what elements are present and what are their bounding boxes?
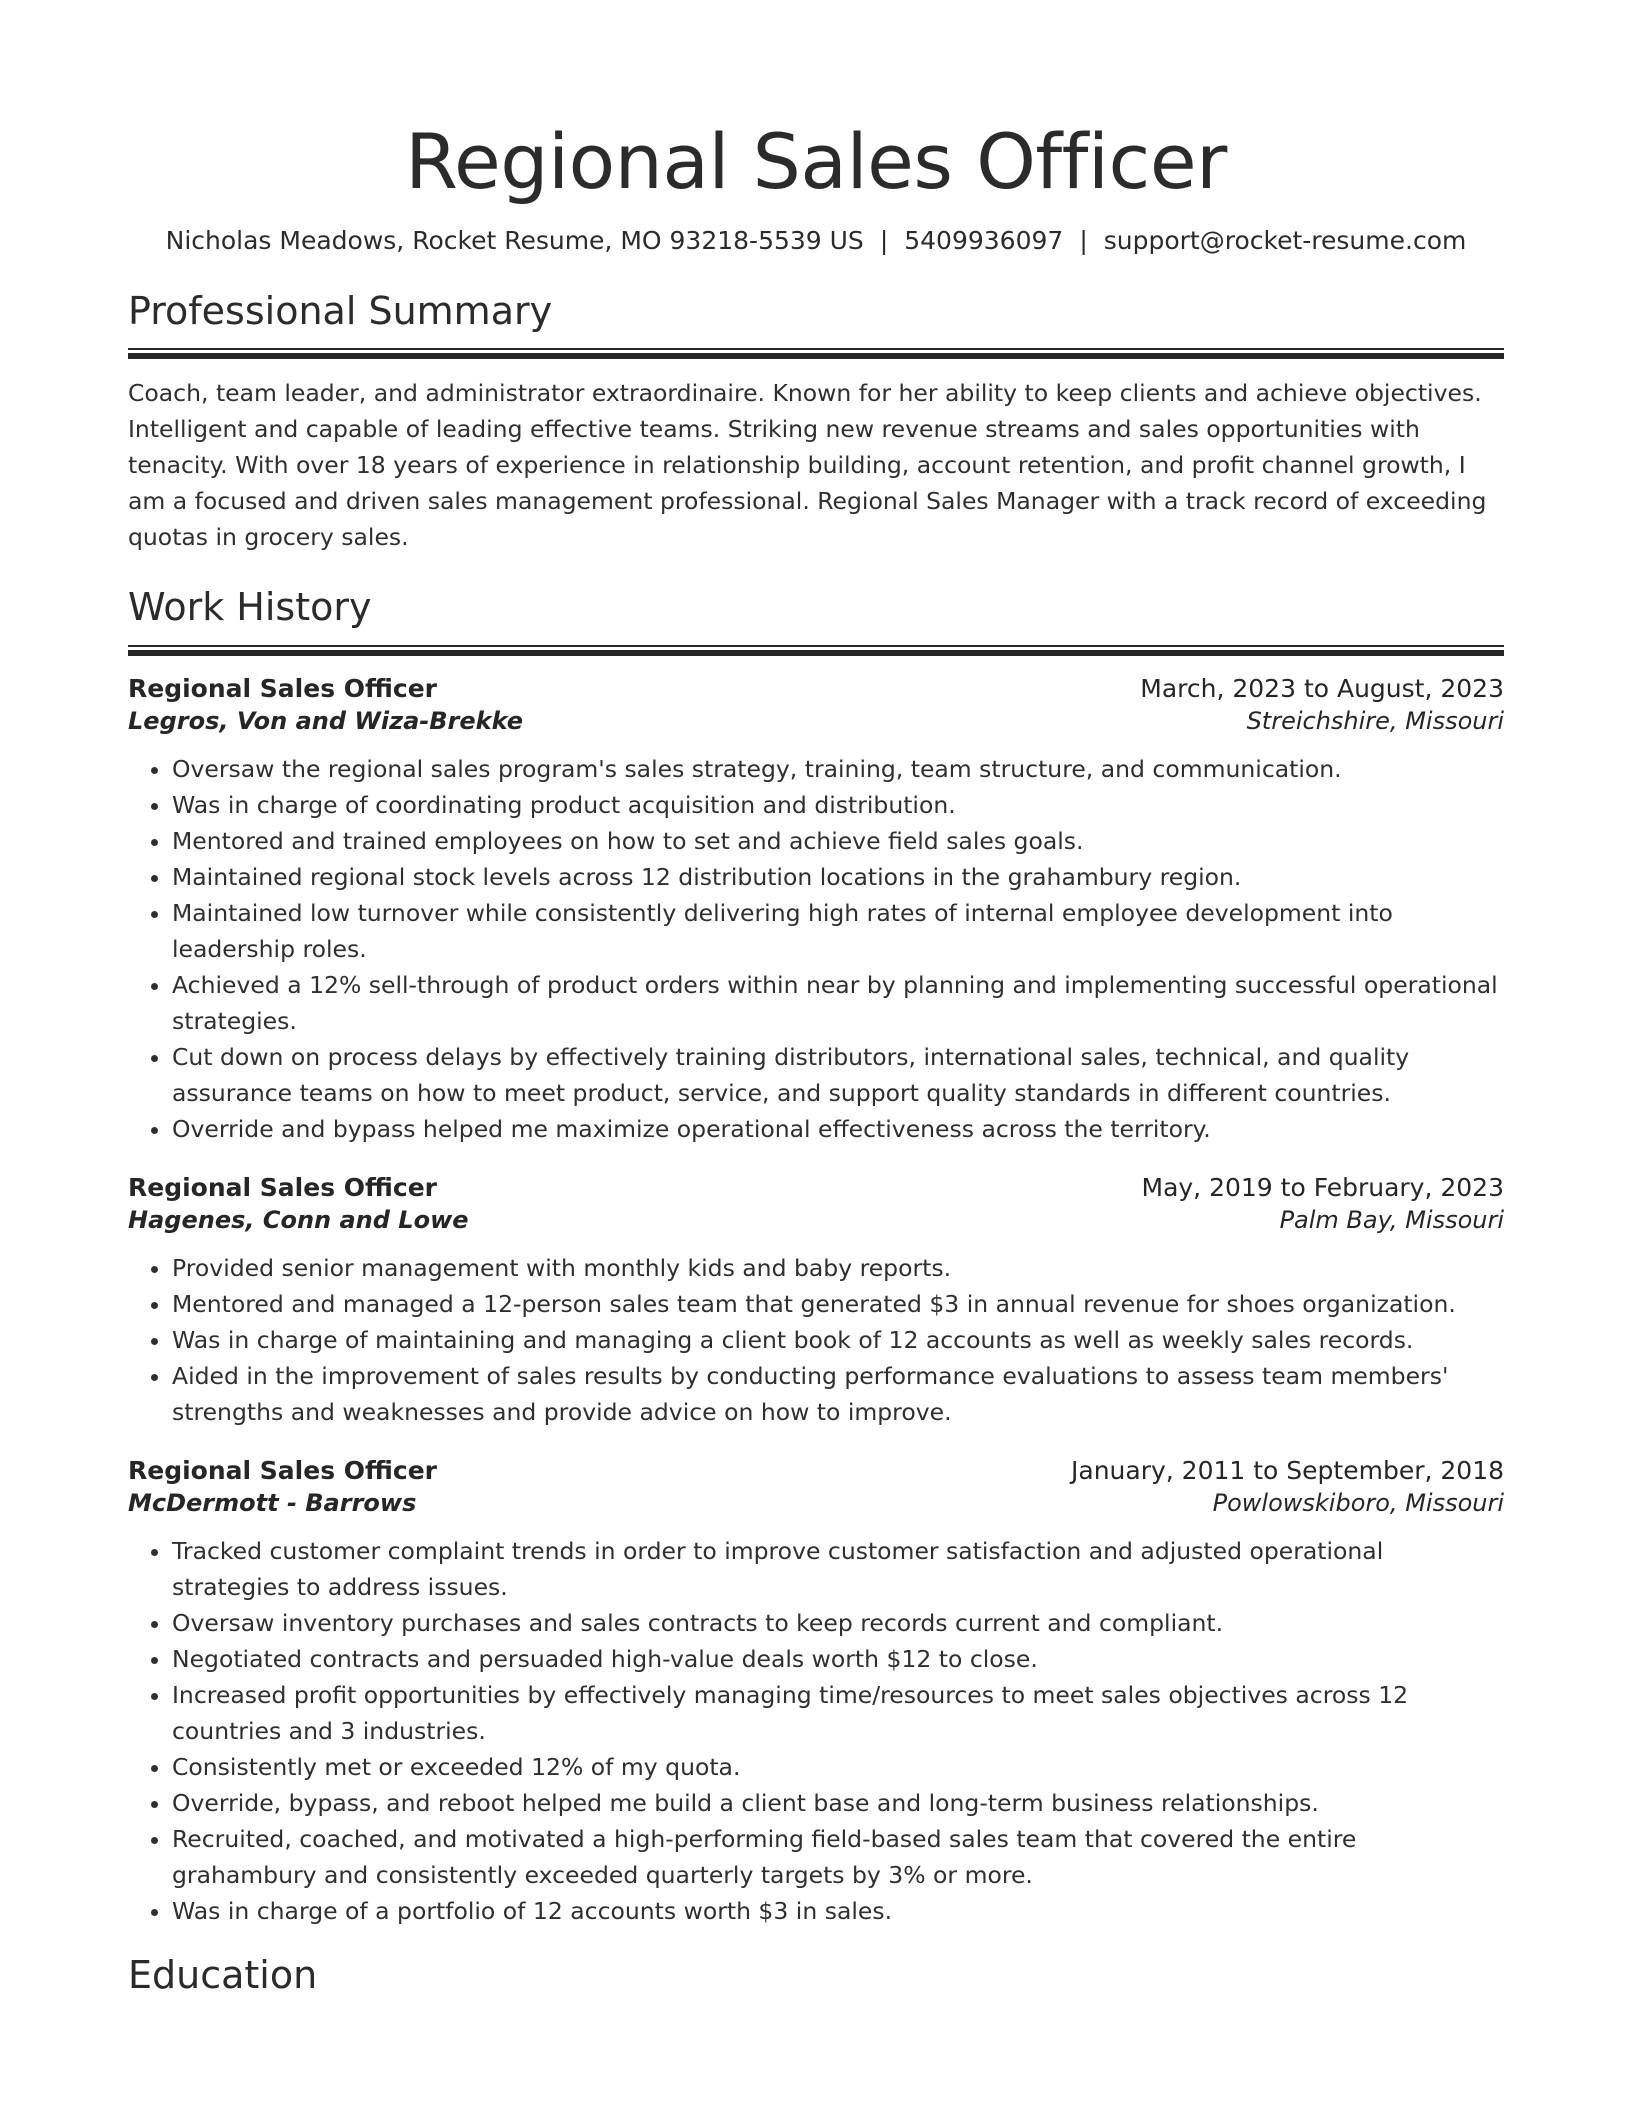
professional-summary-section bbox=[128, 289, 1504, 556]
job-bullet: • Mentored and managed a 12-person sales team that generated $3 in annual revenue for shoes organization. bbox=[172, 1286, 1504, 1322]
section-divider bbox=[128, 645, 1504, 656]
education-section bbox=[128, 1953, 1504, 1999]
job-bullet: • Tracked customer complaint trends in order to improve customer satisfaction and adjusted operational strategies to address issues. bbox=[172, 1533, 1504, 1605]
job-dates: March, 2023 to August, 2023 bbox=[1140, 673, 1504, 703]
section-divider bbox=[128, 348, 1504, 359]
contact-separator: | bbox=[879, 225, 889, 255]
job-entry bbox=[128, 1173, 1504, 1430]
job-bullet: • Cut down on process delays by effectively training distributors, international sales, technical, and quality assurance teams on how to meet product, service, and support quality standards in different countries. bbox=[172, 1039, 1504, 1111]
job-dates: January, 2011 to September, 2018 bbox=[1071, 1455, 1504, 1485]
contact-address: Nicholas Meadows, Rocket Resume, MO 93218-5539 US bbox=[165, 225, 864, 255]
job-bullet: • Recruited, coached, and motivated a high-performing field-based sales team that covered the entire grahambury and consistently exceeded quarterly targets by 3% or more. bbox=[172, 1821, 1504, 1893]
contact-separator: | bbox=[1079, 225, 1088, 255]
job-bullet: • Aided in the improvement of sales results by conducting performance evaluations to assess team members' strengths and weaknesses and provide advice on how to improve. bbox=[172, 1358, 1504, 1430]
job-title: Regional Sales Officer bbox=[128, 1455, 438, 1485]
job-bullet: • Oversaw the regional sales program's sales strategy, training, team structure, and communication. bbox=[172, 751, 1504, 787]
contact-line bbox=[128, 226, 1504, 255]
job-title: Regional Sales Officer bbox=[128, 673, 438, 703]
job-bullet: • Override, bypass, and reboot helped me build a client base and long-term business relationships. bbox=[172, 1785, 1504, 1821]
job-bullet: • Mentored and trained employees on how to set and achieve field sales goals. bbox=[172, 823, 1504, 859]
job-bullet: • Oversaw inventory purchases and sales contracts to keep records current and compliant. bbox=[172, 1605, 1504, 1641]
summary-paragraph: Coach, team leader, and administrator extraordinaire. Known for her ability to keep clients and achieve objectives. Intelligent and capable of leading effective teams. Striking new revenue streams and sales opportunities with tenacity. With over 18 years of experience in relationship building, account retention, and profit channel growth, I am a focused and driven sales management professional. Regional Sales Manager with a track record of exceeding quotas in grocery sales. bbox=[128, 379, 1487, 552]
section-heading: Education bbox=[128, 1952, 318, 1997]
contact-phone: 5409936097 bbox=[904, 225, 1064, 255]
job-location: Streichshire, Missouri bbox=[1246, 706, 1504, 735]
job-dates: May, 2019 to February, 2023 bbox=[1141, 1172, 1504, 1202]
job-bullet: • Consistently met or exceeded 12% of my quota. bbox=[172, 1749, 1504, 1785]
job-bullet-list bbox=[128, 751, 1504, 1147]
job-bullet: • Maintained low turnover while consistently delivering high rates of internal employee development into leadership roles. bbox=[172, 895, 1504, 967]
job-location: Palm Bay, Missouri bbox=[1279, 1205, 1504, 1234]
job-entry bbox=[128, 674, 1504, 1147]
section-heading: Work History bbox=[128, 585, 372, 630]
job-bullet: • Maintained regional stock levels across 12 distribution locations in the grahambury region. bbox=[172, 859, 1504, 895]
job-title: Regional Sales Officer bbox=[128, 1172, 438, 1202]
job-bullet: • Was in charge of a portfolio of 12 accounts worth $3 in sales. bbox=[172, 1893, 1504, 1929]
job-bullet: • Achieved a 12% sell-through of product orders within near by planning and implementing successful operational strategies. bbox=[172, 967, 1504, 1039]
contact-email: support@rocket-resume.com bbox=[1103, 225, 1467, 255]
job-bullet: • Was in charge of maintaining and managing a client book of 12 accounts as well as weekly sales records. bbox=[172, 1322, 1504, 1358]
section-heading: Professional Summary bbox=[128, 288, 553, 333]
job-company: Legros, Von and Wiza-Brekke bbox=[128, 706, 523, 735]
job-location: Powlowskiboro, Missouri bbox=[1212, 1488, 1504, 1517]
job-company: McDermott - Barrows bbox=[128, 1488, 417, 1517]
job-bullet: • Override and bypass helped me maximize operational effectiveness across the territory. bbox=[172, 1111, 1504, 1147]
job-bullet-list bbox=[128, 1533, 1504, 1929]
job-entry bbox=[128, 1456, 1504, 1929]
job-bullet: • Increased profit opportunities by effectively managing time/resources to meet sales objectives across 12 countries and 3 industries. bbox=[172, 1677, 1504, 1749]
work-history-section bbox=[128, 585, 1504, 1929]
job-company: Hagenes, Conn and Lowe bbox=[128, 1205, 469, 1234]
resume-title: Regional Sales Officer bbox=[405, 117, 1227, 206]
job-bullet-list bbox=[128, 1250, 1504, 1430]
job-bullet: • Was in charge of coordinating product acquisition and distribution. bbox=[172, 787, 1504, 823]
job-bullet: • Provided senior management with monthly kids and baby reports. bbox=[172, 1250, 1504, 1286]
job-bullet: • Negotiated contracts and persuaded high-value deals worth $12 to close. bbox=[172, 1641, 1504, 1677]
